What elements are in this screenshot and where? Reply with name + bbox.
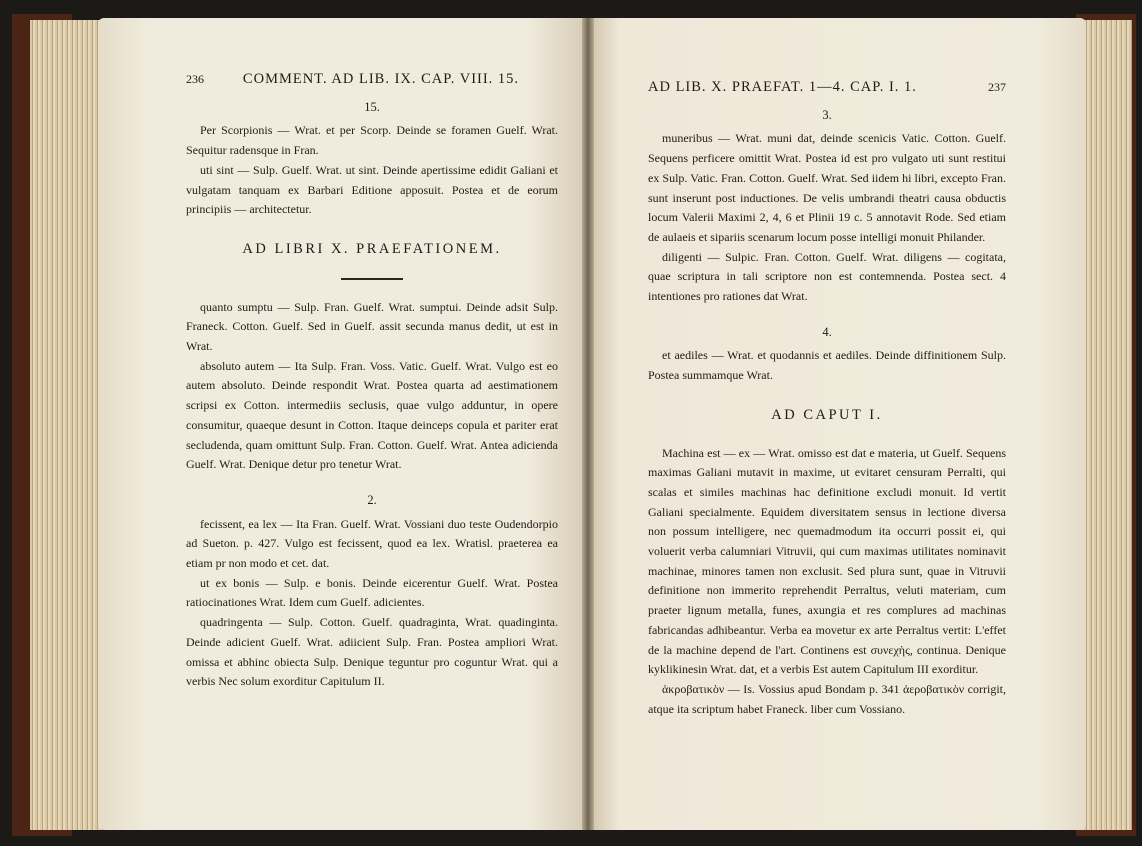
paragraph: fecissent, ea lex — Ita Fran. Guelf. Wrat. Vossiani duo teste Oudendorpio ad Sueton. p. 427. Vulgo est fecissent, quod ea lex. Wratisl. praeterea ea etiam pr non modo et cet. dat. — [186, 516, 558, 571]
paragraph: et aediles — Wrat. et quodannis et aediles. Deinde diffinitionem Sulp. Postea summamque Wrat. — [648, 348, 1006, 383]
book-gutter — [582, 18, 594, 830]
right-page — [590, 18, 1086, 830]
left-page-number: 236 — [186, 72, 204, 86]
left-page — [98, 18, 586, 830]
note-number: 3. — [822, 107, 832, 122]
left-page-text — [186, 70, 558, 692]
paragraph: diligenti — Sulpic. Fran. Cotton. Guelf. Wrat. diligens — cogitata, quae scriptura in tali scriptore non est contemnenda. Postea sect. 4 intentiones pro rationes dat Wrat. — [648, 249, 1006, 304]
paragraph: ἀκροβατικὸν — Is. Vossius apud Bondam p. 341 ἀεροβατικὸν corrigit, atque ita scriptum habet Franeck. liber cum Vossiano. — [648, 681, 1006, 716]
note-number: 2. — [367, 492, 377, 507]
paragraph: absoluto autem — Ita Sulp. Fran. Voss. Vatic. Guelf. Wrat. Vulgo est eo autem absoluto. Deinde respondit Wrat. Postea quarta ad aestimationem scripsi ex Cotton. intermediis seclusis, quae vulgo adduntur, in opere consumitur, quaeque desunt in Cotton. Itaque deinceps copula et pariter erat secludenda, quam omittunt Sulp. Fran. Cotton. Guelf. Wrat. Antea adicienda Guelf. Wrat. Denique detur pro tenetur Wrat. — [186, 358, 558, 472]
divider-rule — [341, 278, 403, 280]
paragraph: uti sint — Sulp. Guelf. Wrat. ut sint. Deinde apertissime edidit Galiani et vulgatam tanquam ex Barbari Editione apposuit. Postea et de eorum principiis — architectetur. — [186, 162, 558, 217]
paragraph: quadringenta — Sulp. Cotton. Guelf. quadraginta, Wrat. quadinginta. Deinde adicient Guelf. Wrat. adiicient Sulp. Fran. Postea ampliori Wrat. omissa et abhinc obiecta Sulp. Denique teguntur pro coguntur Wrat. qui a verbis Nec solum exorditur Capitulum II. — [186, 615, 558, 689]
paragraph: Machina est — ex — Wrat. omisso est dat e materia, ut Guelf. Sequens maximas Galiani mutavit in maxime, ut evitaret censuram Perralti, qui scalas et similes machinas hac definitione excludi monuit. Id vertit Galiani specialmente. Equidem diversitatem sensus in lectione diversa non possum intelligere, nec quemadmodum ita occurri possit ei, qui voluerit verba calumniari Vitruvii, qui cum maximas utilitates nominavit machinae, minores tamen non exclusit. Sed plura sunt, quae in Vitruvii definitione non immerito reprehendit Perraltus, veluti materiam, cum praeter lignum metalla, funes, axungia et res complures ad machinas fabricandas adhibeantur. Verba ea movetur ex arte Perraltus vertit: L'effet de la machine depend de l'art. Continens est συνεχὴς, continua. Denique kyklikinesin Wrat. dat, et a verbis Est autem Capitulum III exorditur. — [648, 445, 1006, 677]
note-number: 15. — [364, 99, 380, 114]
paragraph: muneribus — Wrat. muni dat, deinde scenicis Vatic. Cotton. Guelf. Sequens perficere omittit Wrat. Postea id est pro vulgato uti sunt restitui ex Sulp. Vatic. Fran. Cotton. Guelf. Wrat. Sed iidem hi libri, excepto Fran. sunt inserunt post inductiones. De velis umbrandi theatri causa obductis locum Valerii Maximi 2, 4, 6 et Plinii 19 c. 5 annotavit Rode. Sed etiam de aulaeis et sipariis scenarum locum posse intelligi monuit Philander. — [648, 131, 1006, 244]
paragraph: ut ex bonis — Sulp. e bonis. Deinde eicerentur Guelf. Wrat. Postea ratiocinationes Wrat. Idem cum Guelf. adicientes. — [186, 575, 558, 610]
paragraph: quanto sumptu — Sulp. Fran. Guelf. Wrat. sumptui. Deinde adsit Sulp. Franeck. Cotton. Guelf. Sed in Guelf. assit secunda manus dedit, ut est in Wrat. — [186, 299, 558, 354]
right-page-number: 237 — [988, 80, 1006, 94]
note-number: 4. — [822, 324, 832, 339]
section-title: AD CAPUT I. — [771, 406, 883, 423]
right-page-text — [648, 78, 1006, 719]
right-running-head-title: AD LIB. X. PRAEFAT. 1—4. CAP. I. 1. — [648, 79, 917, 95]
paragraph: Per Scorpionis — Wrat. et per Scorp. Deinde se foramen Guelf. Wrat. Sequitur radensque in Fran. — [186, 123, 558, 158]
left-running-head — [186, 70, 558, 90]
left-running-head-title: COMMENT. AD LIB. IX. CAP. VIII. 15. — [242, 71, 520, 87]
right-running-head — [648, 78, 1006, 98]
page-edges-left — [30, 20, 102, 830]
section-title: AD LIBRI X. PRAEFATIONEM. — [242, 240, 502, 257]
